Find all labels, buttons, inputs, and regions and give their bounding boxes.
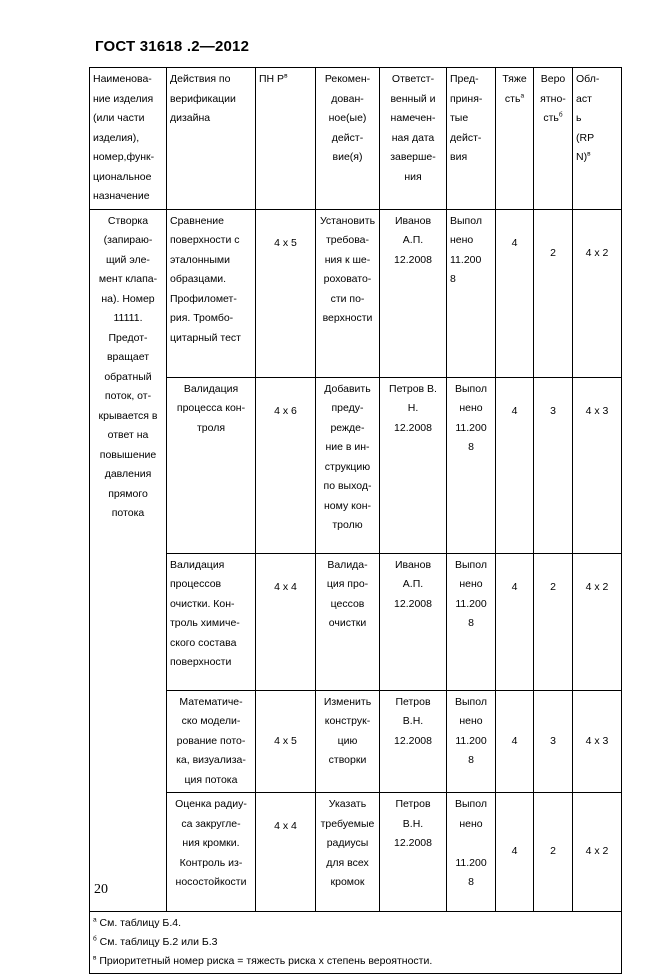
col-header-action: Действия по верификации дизайна — [167, 68, 256, 210]
rpn-cell: 4 х 2 — [573, 553, 622, 690]
recommended-cell: Валида- ция про- цессов очистки — [316, 553, 380, 690]
severity-cell: 4 — [496, 209, 534, 377]
col-header-recommended: Рекомен- дован- ное(ые) дейст- вие(я) — [316, 68, 380, 210]
pnr-cell: 4 х 4 — [256, 793, 316, 912]
action-cell: Математиче- ско модели- рование пото- ка, визуализа- ция потока — [167, 690, 256, 793]
action-cell: Валидация процессов очистки. Кон- троль химиче- ского состава поверхности — [167, 553, 256, 690]
pnr-cell: 4 х 5 — [256, 209, 316, 377]
col-header-taken: Пред- приня- тые дейст- вия — [447, 68, 496, 210]
table-row — [90, 553, 622, 690]
col-header-responsible: Ответст- венный и намечен- ная дата заверше- ния — [380, 68, 447, 210]
probability-cell: 3 — [534, 377, 573, 553]
note-c: $^в$ Приоритетный номер риска = тяжесть риска х степень вероятности. — [93, 954, 433, 967]
responsible-cell: Петров В. Н. 12.2008 — [380, 377, 447, 553]
col-header-item: Наименова- ние изделия (или части изделия), номер,функ- циональное назначение — [90, 68, 167, 210]
taken-cell: Выпол нено 11.200 8 — [447, 209, 496, 377]
col-header-rpn: Обл- аст ь (RP N)$^в$ — [573, 68, 622, 210]
responsible-cell: Петров В.Н. 12.2008 — [380, 793, 447, 912]
col-header-severity: Тяже сть$^а$ — [496, 68, 534, 210]
severity-cell: 4 — [496, 553, 534, 690]
rpn-cell: 4 х 2 — [573, 793, 622, 912]
table-row — [90, 377, 622, 553]
rpn-cell: 4 х 2 — [573, 209, 622, 377]
responsible-cell: Иванов А.П. 12.2008 — [380, 553, 447, 690]
taken-cell: Выпол нено 11.200 8 — [447, 690, 496, 793]
taken-cell: Выпол нено 11.200 8 — [447, 553, 496, 690]
table-notes — [90, 912, 622, 974]
recommended-cell: Добавить преду- pежде- ние в ин- струкцию по выход- ному кон- тролю — [316, 377, 380, 553]
probability-cell: 2 — [534, 793, 573, 912]
severity-cell: 4 — [496, 793, 534, 912]
responsible-cell: Иванов А.П. 12.2008 — [380, 209, 447, 377]
severity-cell: 4 — [496, 690, 534, 793]
pnr-cell: 4 х 5 — [256, 690, 316, 793]
table-row — [90, 690, 622, 793]
pnr-cell: 4 х 6 — [256, 377, 316, 553]
page-number: 20 — [94, 882, 108, 897]
responsible-cell: Петров В.Н. 12.2008 — [380, 690, 447, 793]
probability-cell: 3 — [534, 690, 573, 793]
note-b: $^б$ См. таблицу Б.2 или Б.3 — [93, 935, 218, 948]
action-cell: Сравнение поверхности с эталонными образцами. Профиломет- рия. Тромбо- цитарный тест — [167, 209, 256, 377]
severity-cell: 4 — [496, 377, 534, 553]
pnr-cell: 4 х 4 — [256, 553, 316, 690]
probability-cell: 2 — [534, 209, 573, 377]
taken-cell: Выпол нено 11.200 8 — [447, 377, 496, 553]
item-name-cell: Створка (запираю- щий эле- мент клапа- на). Номер 11111. Предот- вращает обратный поток, от- крывается в ответ на повышение давления прямого потока — [90, 209, 167, 912]
action-cell: Валидация процесса кон- троля — [167, 377, 256, 553]
table-notes-row — [90, 912, 622, 974]
recommended-cell: Изменить конструк- цию створки — [316, 690, 380, 793]
col-header-pnr: ПН $Р^в$ — [256, 68, 316, 210]
probability-cell: 2 — [534, 553, 573, 690]
table-row — [90, 793, 622, 912]
table-header-row — [90, 68, 622, 210]
rpn-cell: 4 х 3 — [573, 377, 622, 553]
col-header-probability: Веро ятно- сть$^б$ — [534, 68, 573, 210]
rpn-cell: 4 х 3 — [573, 690, 622, 793]
table-row — [90, 209, 622, 377]
note-a: $^а$ См. таблицу Б.4. — [93, 916, 181, 929]
action-cell: Оценка радиу- са закругле- ния кромки. Контроль из- носостойкости — [167, 793, 256, 912]
document-header: ГОСТ 31618 .2—2012 — [95, 38, 250, 55]
recommended-cell: Установить требова- ния к ше- роховато- сти по- верхности — [316, 209, 380, 377]
recommended-cell: Указать требуемые радиусы для всех кромок — [316, 793, 380, 912]
fmea-table — [89, 67, 622, 974]
taken-cell: Выпол нено 11.200 8 — [447, 793, 496, 912]
